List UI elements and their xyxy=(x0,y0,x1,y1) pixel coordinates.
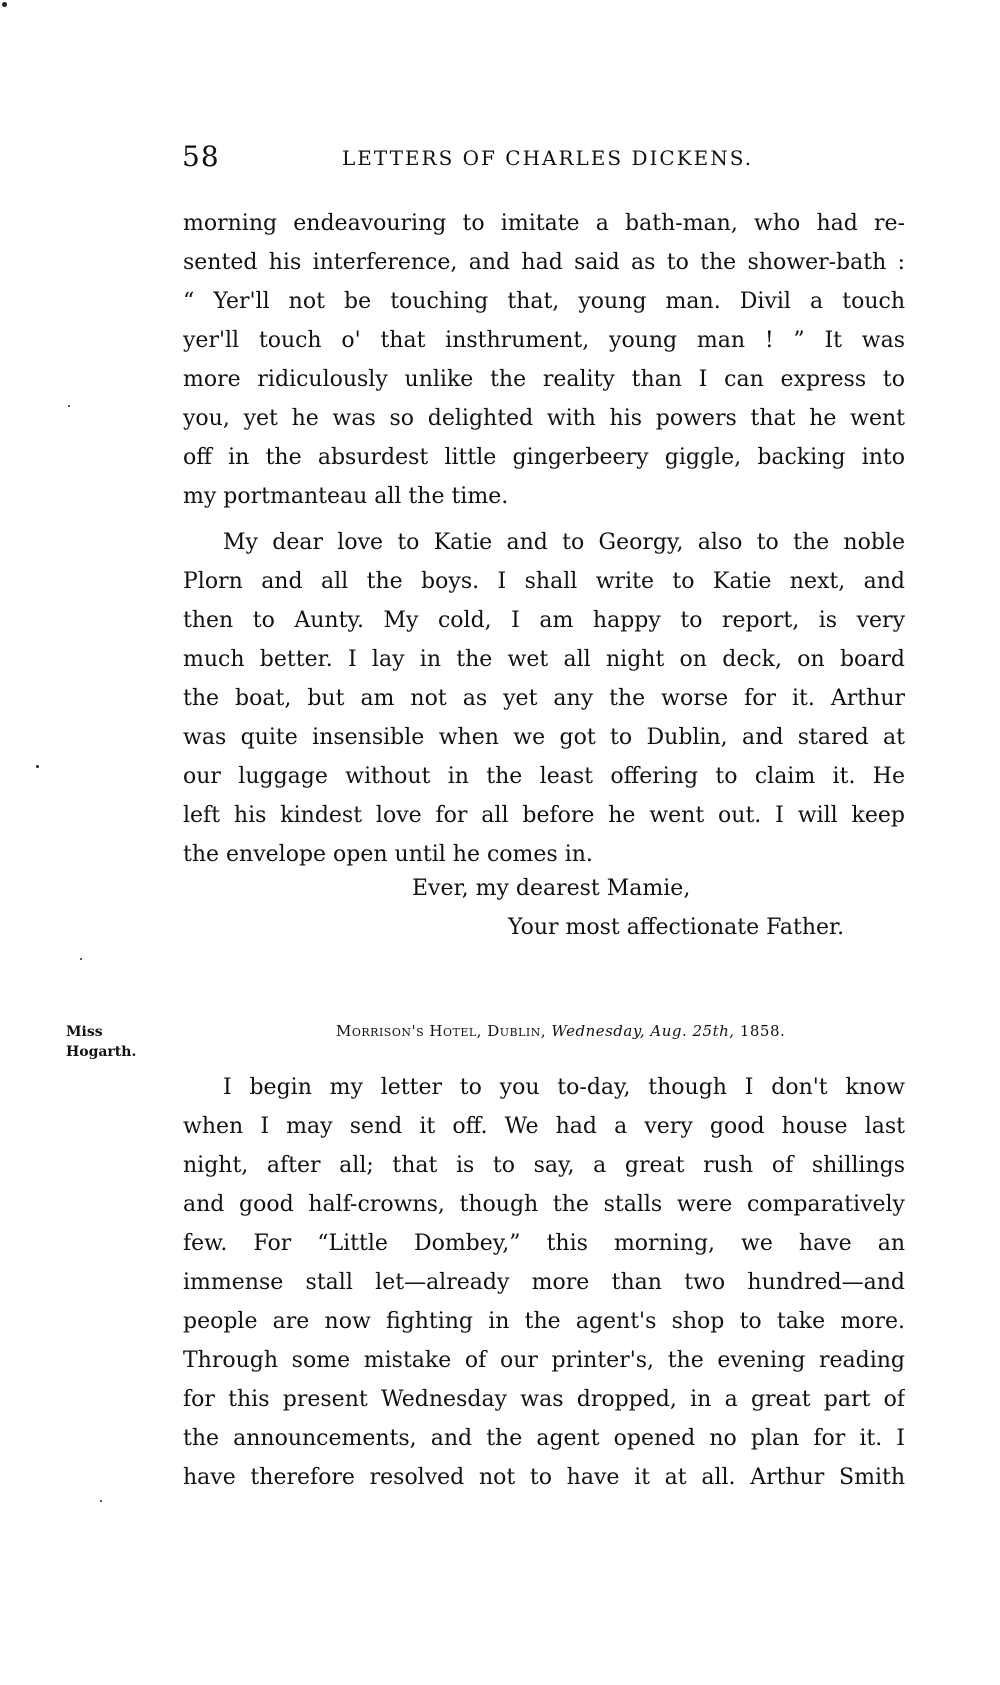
text-line: then to Aunty. My cold, I am happy to report, is very xyxy=(183,608,905,633)
dateline-place: Morrison's Hotel, Dublin, xyxy=(336,1022,552,1040)
text-line: the announcements, and the agent opened no plan for it. I xyxy=(183,1426,905,1451)
text-line: yer'll touch o' that insthrument, young man ! ” It was xyxy=(183,328,905,353)
text-line: much better. I lay in the wet all night on deck, on board xyxy=(183,647,905,672)
text-line: My dear love to Katie and to Georgy, also to the noble xyxy=(223,530,905,555)
margin-recipient-note xyxy=(66,1022,136,1062)
text-line: you, yet he was so delighted with his powers that he went xyxy=(183,406,905,431)
paragraph-3 xyxy=(183,1068,905,1497)
page-header xyxy=(182,140,902,180)
text-line: Plorn and all the boys. I shall write to Katie next, and xyxy=(183,569,905,594)
paragraph-1 xyxy=(183,204,905,516)
text-line: “ Yer'll not be touching that, young man. Divil a touch xyxy=(183,289,905,314)
text-line: people are now fighting in the agent's shop to take more. xyxy=(183,1309,905,1334)
text-line: night, after all; that is to say, a great rush of shillings xyxy=(183,1153,905,1178)
paragraph-2 xyxy=(183,523,905,874)
text-line: the envelope open until he comes in. xyxy=(183,842,593,867)
text-line: morning endeavouring to imitate a bath-man, who had re- xyxy=(183,211,905,236)
dateline-day: Wednesday, Aug. 25th, xyxy=(551,1022,735,1040)
scan-speck xyxy=(2,2,7,7)
text-line: left his kindest love for all before he went out. I will keep xyxy=(183,803,905,828)
text-line: immense stall let—already more than two hundred—and xyxy=(183,1270,905,1295)
text-line: our luggage without in the least offering to claim it. He xyxy=(183,764,905,789)
text-line: when I may send it off. We had a very good house last xyxy=(183,1114,905,1139)
scan-speck xyxy=(80,958,82,960)
text-line: few. For “Little Dombey,” this morning, we have an xyxy=(183,1231,905,1256)
running-title: LETTERS OF CHARLES DICKENS. xyxy=(342,146,754,170)
dateline-year: 1858. xyxy=(734,1022,786,1040)
scan-speck xyxy=(36,765,39,768)
scan-speck xyxy=(68,405,70,407)
text-line: have therefore resolved not to have it at all. Arthur Smith xyxy=(183,1465,905,1490)
text-line: and good half-crowns, though the stalls were comparatively xyxy=(183,1192,905,1217)
text-line: off in the absurdest little gingerbeery giggle, backing into xyxy=(183,445,905,470)
text-line: the boat, but am not as yet any the worse for it. Arthur xyxy=(183,686,905,711)
letter-dateline xyxy=(336,1022,785,1040)
text-line: more ridiculously unlike the reality than I can express to xyxy=(183,367,905,392)
closing-salutation: Ever, my dearest Mamie, xyxy=(412,876,691,901)
scan-speck xyxy=(100,1500,102,1502)
page-number: 58 xyxy=(182,140,220,173)
text-line: was quite insensible when we got to Dublin, and stared at xyxy=(183,725,905,750)
recipient-line-2: Hogarth. xyxy=(66,1044,137,1060)
text-line: I begin my letter to you to-day, though I don't know xyxy=(223,1075,905,1100)
text-line: Through some mistake of our printer's, the evening reading xyxy=(183,1348,905,1373)
text-line: for this present Wednesday was dropped, in a great part of xyxy=(183,1387,905,1412)
text-line: sented his interference, and had said as to the shower-bath : xyxy=(183,250,905,275)
text-line: my portmanteau all the time. xyxy=(183,484,509,509)
closing-signature: Your most affectionate Father. xyxy=(508,915,845,940)
recipient-line-1: Miss xyxy=(66,1024,103,1040)
